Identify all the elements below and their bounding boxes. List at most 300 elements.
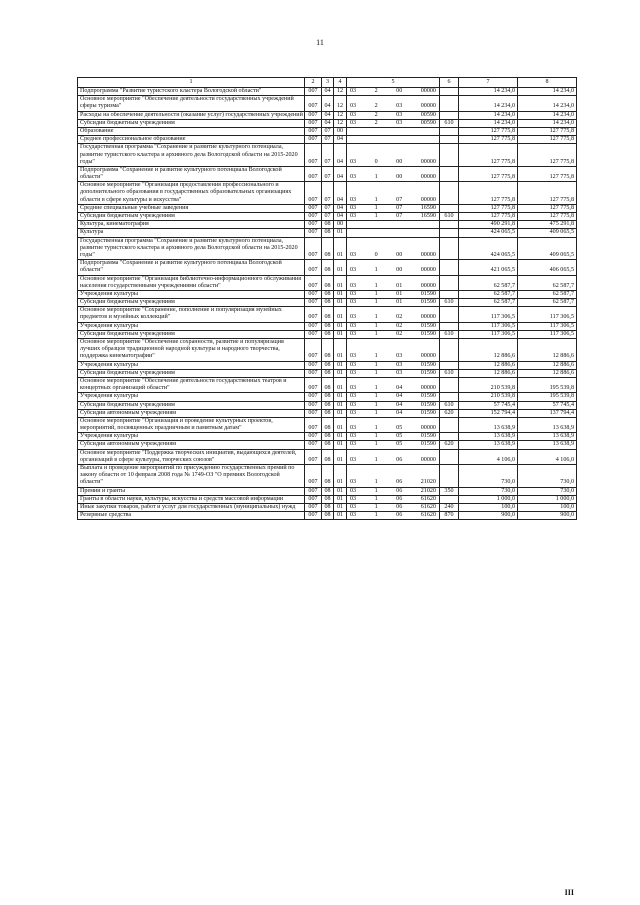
amount-col8: 117 306,5 [518,322,577,330]
target-code [347,449,440,464]
row-name: Субсидии автономным учреждениям [78,409,305,417]
row-name: Средние специальные учебные заведения [78,204,305,212]
table-row [78,495,577,503]
target-code-part: 03 [350,456,357,463]
expense-type-code [440,127,459,135]
table-body [78,88,577,520]
subsection-code: 01 [334,260,347,275]
subsection-code: 01 [334,401,347,409]
admin-code: 007 [305,377,322,392]
target-code-part: 03 [396,361,403,368]
table-row [78,204,577,212]
section-code: 08 [322,449,334,464]
target-code-part: 07 [396,213,403,219]
target-code-part: 03 [396,103,403,110]
amount-col8: 14 234,0 [518,96,577,111]
amount-col8: 117 306,5 [518,330,577,338]
subsection-code: 01 [334,307,347,322]
target-code-part: 1 [374,361,378,368]
target-code-part: 1 [374,425,378,432]
target-code-part: 03 [396,353,403,360]
target-code [347,290,440,298]
target-code-part: 02 [396,322,403,329]
target-code-part: 03 [396,119,403,126]
target-code-part: 01590 [420,369,436,376]
table-row [78,503,577,511]
target-code [347,401,440,409]
target-code-part: 00000 [420,425,436,432]
target-code-part: 1 [374,290,378,297]
admin-code: 007 [305,221,322,229]
target-code [347,260,440,275]
admin-code: 007 [305,166,322,181]
amount-col8: 117 306,5 [518,307,577,322]
target-code-part: 03 [350,503,357,510]
table-row [78,299,577,307]
target-code [347,433,440,441]
amount-col8: 14 234,0 [518,119,577,127]
section-code: 08 [322,409,334,417]
expense-type-code [440,144,459,167]
admin-code: 007 [305,260,322,275]
target-code-part: 02 [396,330,403,337]
subsection-code: 01 [334,377,347,392]
row-name: Основное мероприятие "Обеспечение деятельности государственных театров и концертных организаций области" [78,377,305,392]
table-row [78,182,577,205]
amount-col8: 12 886,6 [518,339,577,362]
target-code [347,417,440,432]
amount-col7: 57 745,4 [459,401,518,409]
table-row [78,433,577,441]
target-code-parts [348,197,438,204]
target-code [347,229,440,237]
target-code-parts [348,88,438,95]
target-code-part: 1 [374,174,378,181]
target-code-parts [348,267,438,274]
table-row [78,417,577,432]
target-code-parts [348,120,438,127]
table-row [78,441,577,449]
target-code-parts [348,353,438,360]
expense-type-code [440,88,459,96]
amount-col8: 127 775,8 [518,166,577,181]
admin-code: 007 [305,401,322,409]
table-row [78,229,577,237]
row-name: Образование [78,127,305,135]
section-code: 07 [322,182,334,205]
amount-col7: 127 775,8 [459,166,518,181]
admin-code: 007 [305,393,322,401]
amount-col8: 13 638,9 [518,417,577,432]
header-cell: 2 [305,78,322,88]
row-name: Субсидии автономным учреждениям [78,441,305,449]
subsection-code: 01 [334,409,347,417]
amount-col8: 127 775,8 [518,204,577,212]
amount-col8: 12 886,6 [518,361,577,369]
row-name: Учреждения культуры [78,361,305,369]
amount-col8: 14 234,0 [518,88,577,96]
table-row [78,275,577,290]
table-row [78,237,577,260]
expense-type-code [440,290,459,298]
target-code-part: 01 [396,290,403,297]
subsection-code: 01 [334,290,347,298]
target-code-part: 1 [374,204,378,211]
admin-code: 007 [305,322,322,330]
amount-col7: 117 306,5 [459,330,518,338]
target-code-part: 03 [350,433,357,440]
header-cell: 7 [459,78,518,88]
target-code-part: 05 [396,441,403,448]
target-code-part: 03 [350,267,357,274]
admin-code: 007 [305,111,322,119]
subsection-code: 01 [334,433,347,441]
target-code-parts [348,402,438,409]
target-code-parts [348,205,438,212]
subsection-code: 01 [334,417,347,432]
amount-col7: 13 638,9 [459,441,518,449]
target-code-parts [348,331,438,338]
target-code-parts [348,159,438,166]
amount-col7: 12 886,6 [459,361,518,369]
target-code-part: 00590 [420,119,436,126]
target-code-part: 00000 [420,456,436,463]
amount-col7: 117 306,5 [459,307,518,322]
subsection-code: 01 [334,339,347,362]
target-code-parts [348,362,438,369]
row-name: Культура [78,229,305,237]
expense-type-code [440,417,459,432]
target-code-parts [348,504,438,511]
amount-col8: 13 638,9 [518,441,577,449]
amount-col8: 137 794,4 [518,409,577,417]
corner-mark: III [564,888,574,897]
table-row [78,111,577,119]
amount-col7: 490 291,8 [459,221,518,229]
admin-code: 007 [305,299,322,307]
header-cell: 3 [322,78,334,88]
amount-col8: 127 775,8 [518,136,577,144]
table-row [78,127,577,135]
subsection-code: 04 [334,136,347,144]
subsection-code: 01 [334,449,347,464]
target-code-part: 03 [350,487,357,494]
target-code-part: 1 [374,487,378,494]
subsection-code: 01 [334,369,347,377]
subsection-code: 01 [334,237,347,260]
section-code: 08 [322,503,334,511]
admin-code: 007 [305,127,322,135]
amount-col7: 424 065,5 [459,229,518,237]
target-code-part: 16590 [420,213,436,219]
target-code-part: 03 [350,111,357,118]
target-code [347,307,440,322]
target-code-part: 1 [374,196,378,203]
target-code-part: 04 [396,409,403,416]
expense-type-code: 610 [440,299,459,307]
target-code-parts [348,433,438,440]
section-code: 08 [322,393,334,401]
amount-col7: 730,0 [459,487,518,495]
section-code: 07 [322,204,334,212]
row-name: Государственная программа "Сохранение и развитие культурного потенциала, развитие туристского кластера и архивного дела Вологодской области на 2015-2020 годы" [78,144,305,167]
subsection-code: 12 [334,88,347,96]
row-name: Учреждения культуры [78,393,305,401]
table-row [78,166,577,181]
target-code-part: 1 [374,330,378,337]
expense-type-code [440,111,459,119]
section-code: 08 [322,307,334,322]
target-code-part: 05 [396,433,403,440]
row-name: Субсидии бюджетным учреждениям [78,401,305,409]
target-code-part: 06 [396,456,403,463]
subsection-code: 01 [334,503,347,511]
subsection-code: 01 [334,330,347,338]
row-name: Гранты в области науки, культуры, искусства и средств массовой информации [78,495,305,503]
expense-type-code: 610 [440,330,459,338]
subsection-code: 01 [334,229,347,237]
target-code-part: 00000 [420,314,436,321]
row-name: Субсидии бюджетным учреждениям [78,369,305,377]
table-row [78,96,577,111]
admin-code: 007 [305,290,322,298]
target-code-part: 00000 [420,385,436,392]
target-code-part: 1 [374,401,378,408]
amount-col8: 730,0 [518,487,577,495]
section-code: 08 [322,487,334,495]
target-code [347,409,440,417]
target-code-part: 21020 [420,479,436,486]
row-name: Основное мероприятие "Сохранение, пополнение и популяризация музейных предметов и музейных коллекций" [78,307,305,322]
expense-type-code: 350 [440,487,459,495]
target-code-part: 00000 [420,103,436,110]
subsection-code: 00 [334,127,347,135]
table-row [78,213,577,221]
target-code-part: 1 [374,282,378,289]
table-row [78,290,577,298]
amount-col7: 14 234,0 [459,88,518,96]
target-code-part: 0 [374,158,378,165]
target-code-part: 04 [396,385,403,392]
target-code-part: 00 [396,88,403,94]
subsection-code: 04 [334,144,347,167]
amount-col7: 12 886,6 [459,339,518,362]
target-code-parts [348,512,438,519]
target-code-part: 00 [396,158,403,165]
section-code: 08 [322,299,334,307]
target-code [347,495,440,503]
target-code-part: 00000 [420,251,436,258]
target-code-part: 1 [374,299,378,306]
target-code [347,96,440,111]
table-row [78,136,577,144]
target-code-part: 03 [350,393,357,400]
table-row [78,449,577,464]
target-code-parts [348,291,438,298]
target-code-part: 03 [350,409,357,416]
expense-type-code: 620 [440,409,459,417]
header-cell: 6 [440,78,459,88]
admin-code: 007 [305,229,322,237]
table-row [78,221,577,229]
admin-code: 007 [305,144,322,167]
target-code [347,111,440,119]
admin-code: 007 [305,465,322,488]
target-code-part: 05 [396,425,403,432]
target-code-part: 16590 [420,204,436,211]
target-code-part: 01 [396,282,403,289]
amount-col8: 100,0 [518,503,577,511]
section-code: 08 [322,401,334,409]
target-code [347,127,440,135]
target-code [347,465,440,488]
target-code-parts [348,299,438,306]
section-code: 04 [322,119,334,127]
subsection-code: 00 [334,221,347,229]
table-row [78,260,577,275]
expense-type-code [440,449,459,464]
target-code-part: 00000 [420,267,436,274]
target-code-part: 07 [396,196,403,203]
amount-col7: 14 234,0 [459,111,518,119]
target-code [347,330,440,338]
admin-code: 007 [305,213,322,221]
admin-code: 007 [305,361,322,369]
target-code-part: 03 [350,385,357,392]
target-code-part: 1 [374,479,378,486]
subsection-code: 04 [334,213,347,221]
amount-col7: 152 794,4 [459,409,518,417]
expense-type-code [440,361,459,369]
table-row [78,322,577,330]
target-code-part: 03 [350,158,357,165]
target-code-parts [348,252,438,259]
subsection-code: 01 [334,465,347,488]
section-code: 07 [322,213,334,221]
section-code: 08 [322,512,334,520]
table-row [78,465,577,488]
admin-code: 007 [305,330,322,338]
amount-col7: 12 886,6 [459,369,518,377]
target-code-part: 2 [374,111,378,118]
section-code: 08 [322,441,334,449]
target-code-parts [348,496,438,503]
row-name: Среднее профессиональное образование [78,136,305,144]
target-code-parts [348,213,438,220]
section-code: 07 [322,144,334,167]
target-code-part: 2 [374,88,378,94]
expense-type-code [440,237,459,260]
target-code-part: 01590 [420,409,436,416]
amount-col8: 62 587,7 [518,275,577,290]
target-code-part: 01590 [420,290,436,297]
subsection-code: 12 [334,111,347,119]
amount-col7: 62 587,7 [459,275,518,290]
amount-col7: 1 000,0 [459,495,518,503]
admin-code: 007 [305,503,322,511]
target-code-part: 1 [374,369,378,376]
section-code: 07 [322,127,334,135]
target-code [347,361,440,369]
amount-col7: 730,0 [459,465,518,488]
row-name: Иные закупки товаров, работ и услуг для государственных (муниципальных) нужд [78,503,305,511]
amount-col7: 62 587,7 [459,299,518,307]
amount-col8: 195 539,8 [518,393,577,401]
amount-col8: 62 587,7 [518,290,577,298]
target-code-part: 03 [350,103,357,110]
amount-col7: 4 106,0 [459,449,518,464]
subsection-code: 04 [334,204,347,212]
target-code-part: 03 [350,425,357,432]
target-code-part: 1 [374,314,378,321]
subsection-code: 01 [334,495,347,503]
section-code: 08 [322,369,334,377]
expense-type-code [440,393,459,401]
section-code: 08 [322,260,334,275]
target-code-part: 03 [350,369,357,376]
target-code [347,487,440,495]
target-code-part: 00000 [420,88,436,94]
target-code-parts [348,479,438,486]
admin-code: 007 [305,182,322,205]
expense-type-code [440,96,459,111]
amount-col7: 424 065,5 [459,237,518,260]
target-code-part: 1 [374,433,378,440]
amount-col8: 730,0 [518,465,577,488]
amount-col8: 409 065,5 [518,229,577,237]
amount-col8: 12 886,6 [518,369,577,377]
section-code: 08 [322,361,334,369]
target-code-part: 00 [396,174,403,181]
row-name: Подпрограмма "Сохранение и развитие культурного потенциала Вологодской области" [78,260,305,275]
target-code [347,393,440,401]
expense-type-code [440,136,459,144]
target-code [347,512,440,520]
target-code-part: 06 [396,495,403,502]
target-code [347,119,440,127]
amount-col7: 14 234,0 [459,119,518,127]
target-code-parts [348,425,438,432]
admin-code: 007 [305,417,322,432]
row-name: Культура, кинематография [78,221,305,229]
row-name: Выплата и проведение мероприятий по присуждению государственных премий по закону области от 10 февраля 2008 года № 1749-ОЗ "О премиях Вологодской области" [78,465,305,488]
subsection-code: 04 [334,182,347,205]
subsection-code: 12 [334,119,347,127]
target-code-part: 1 [374,456,378,463]
admin-code: 007 [305,433,322,441]
amount-col7: 13 638,9 [459,417,518,432]
target-code-parts [348,314,438,321]
target-code [347,275,440,290]
target-code-parts [348,457,438,464]
target-code-part: 03 [350,353,357,360]
expense-type-code: 240 [440,503,459,511]
row-name: Субсидии бюджетным учреждениям [78,213,305,221]
target-code [347,237,440,260]
amount-col8: 900,0 [518,512,577,520]
target-code-part: 61620 [420,503,436,510]
target-code [347,136,440,144]
amount-col8: 4 106,0 [518,449,577,464]
section-code: 08 [322,322,334,330]
section-code: 08 [322,330,334,338]
amount-col7: 127 775,8 [459,182,518,205]
subsection-code: 01 [334,322,347,330]
target-code-part: 0 [374,251,378,258]
target-code-part: 03 [350,401,357,408]
amount-col8: 127 775,8 [518,144,577,167]
target-code-part: 03 [350,174,357,181]
